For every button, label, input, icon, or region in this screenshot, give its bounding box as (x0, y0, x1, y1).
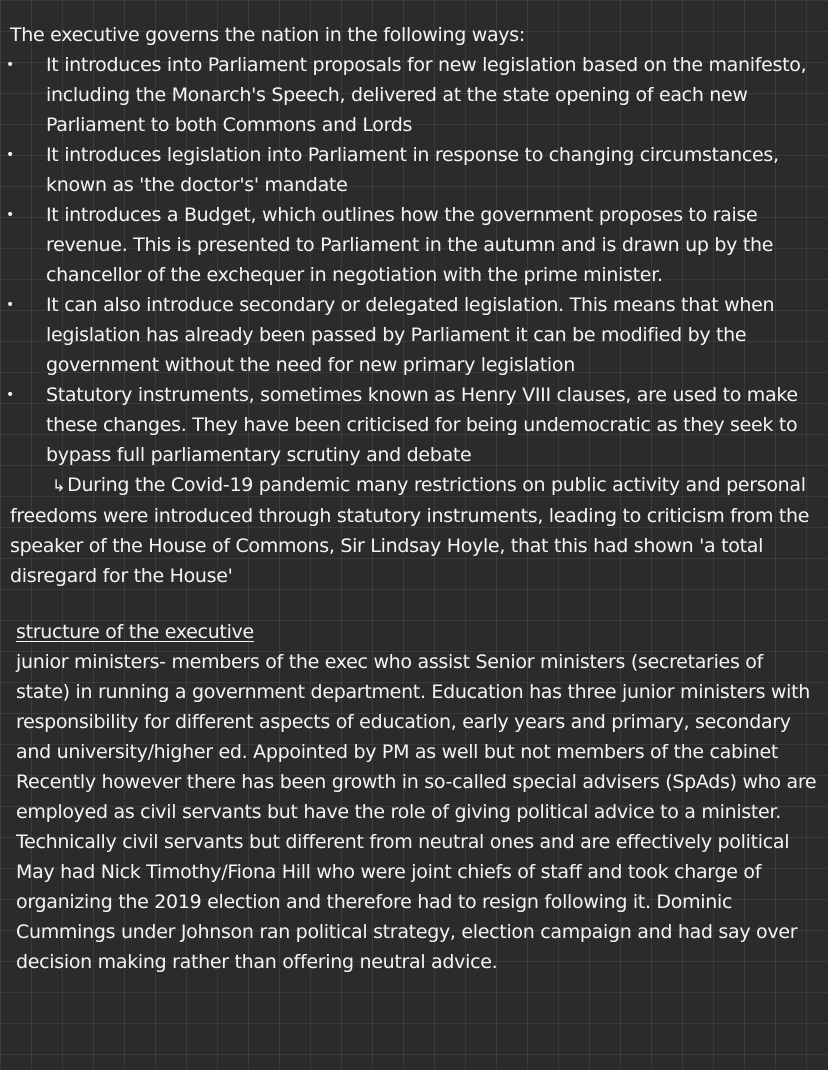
bullet-item: • It introduces into Parliament proposals for new legislation based on the manifesto, including the Monarch's Speech, delivered at the state opening of each new Parliament to both Commons and Lords (10, 50, 822, 140)
covid-example-text: During the Covid-19 pandemic many restrictions on public activity and personal freedoms were introduced through statutory instruments, leading to criticism from the speaker of the House of Commons, Sir Lindsay Hoyle, that this had shown 'a total disregard for the House' (10, 474, 810, 587)
covid-example (10, 470, 822, 591)
section-heading: structure of the executive (16, 621, 254, 643)
section-body: junior ministers- members of the exec who assist Senior ministers (secretaries of state) in running a government department. Education has three junior ministers with responsibility for different aspects of education, early years and primary, secondary and university/higher ed. Appointed by PM as well but not members of the cabinet Recently however there has been growth in so-called special advisers (SpAds) who are employed as civil servants but have the role of giving political advice to a minister. Technically civil servants but different from neutral ones and are effectively political May had Nick Timothy/Fiona Hill who were joint chiefs of staff and took charge of organizing the 2019 election and therefore had to resign following it. Dominic Cummings under Johnson ran political strategy, election campaign and had say over decision making rather than offering neutral advice. (16, 651, 817, 973)
executive-functions-list (10, 50, 822, 470)
arrow-icon: ↳ (52, 476, 66, 495)
bullet-item: • Statutory instruments, sometimes known as Henry VIII clauses, are used to make these changes. They have been criticised for being undemocratic as they seek to bypass full parliamentary scrutiny and debate (10, 380, 822, 470)
bullet-item: • It introduces legislation into Parliament in response to changing circumstances, known as 'the doctor's' mandate (10, 140, 822, 200)
bullet-item: • It can also introduce secondary or delegated legislation. This means that when legislation has already been passed by Parliament it can be modified by the government without the need for new primary legislation (10, 290, 822, 380)
bullet-item: • It introduces a Budget, which outlines how the government proposes to raise revenue. This is presented to Parliament in the autumn and is drawn up by the chancellor of the exchequer in negotiation with the prime minister. (10, 200, 822, 290)
intro-line: The executive governs the nation in the following ways: (10, 24, 525, 46)
